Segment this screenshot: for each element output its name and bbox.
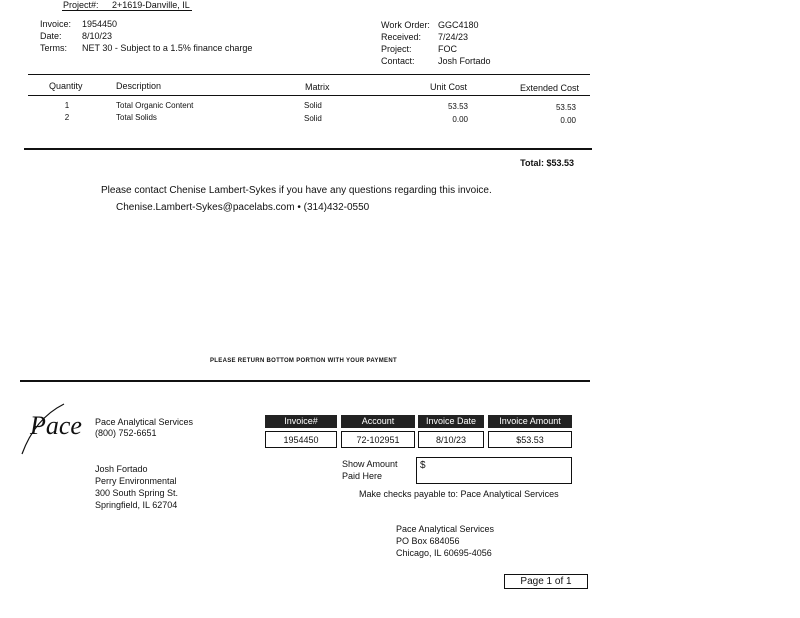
return-notice: PLEASE RETURN BOTTOM PORTION WITH YOUR PAYMENT: [210, 358, 397, 364]
work-order-value: GGC4180: [438, 20, 479, 30]
value-account: 72-102951: [341, 431, 415, 448]
bill-to-city: Springfield, IL 62704: [95, 500, 178, 510]
invoice-value: 1954450: [82, 19, 118, 29]
invoice-label: Invoice:: [40, 19, 72, 29]
pace-logo-text: Pace: [30, 411, 82, 440]
project-value: FOC: [438, 44, 457, 54]
row1-matrix: Solid: [304, 101, 322, 110]
row2-unit-cost: 0.00: [452, 115, 468, 124]
bill-to-name: Josh Fortado: [95, 464, 148, 474]
row1-extended-cost: 53.53: [555, 103, 576, 112]
row2-matrix: Solid: [304, 114, 322, 123]
header-invoice-date: Invoice Date: [418, 415, 484, 428]
col-header-matrix: Matrix: [305, 82, 330, 92]
page-indicator: [504, 574, 588, 589]
terms-value: NET 30 - Subject to a 1.5% finance charge: [82, 43, 253, 53]
table-header-rule: [28, 95, 590, 96]
work-order-label: Work Order:: [381, 20, 430, 30]
contact-note-line2: Chenise.Lambert-Sykes@pacelabs.com • (314)432-0550: [116, 202, 370, 213]
top-project-value: 2+1619-Danville, IL: [112, 0, 190, 10]
invoice-total: Total: $53.53: [520, 158, 574, 168]
row2-extended-cost: 0.00: [560, 116, 576, 125]
tear-line: [20, 380, 590, 382]
row1-unit-cost: 53.53: [447, 102, 468, 111]
row1-quantity: 1: [64, 101, 70, 110]
header-invoice-amount: Invoice Amount: [488, 415, 572, 428]
remit-po-box: PO Box 684056: [396, 536, 460, 546]
top-project-label: Project#:: [63, 0, 99, 10]
amount-paid-field[interactable]: [416, 457, 572, 484]
col-header-extended-cost: Extended Cost: [520, 83, 580, 93]
terms-label: Terms:: [40, 43, 67, 53]
table-top-rule: [28, 74, 590, 75]
company-name: Pace Analytical Services: [95, 417, 194, 427]
col-header-unit-cost: Unit Cost: [430, 82, 468, 92]
contact-note-line1: Please contact Chenise Lambert-Sykes if you have any questions regarding this invoice.: [101, 185, 492, 196]
company-phone: (800) 752-6651: [95, 428, 157, 438]
received-value: 7/24/23: [438, 32, 469, 42]
bill-to-company: Perry Environmental: [95, 476, 177, 486]
value-invoice-amount: $53.53: [488, 431, 572, 448]
row1-description: Total Organic Content: [116, 101, 194, 110]
remit-city: Chicago, IL 60695-4056: [396, 548, 492, 558]
page-indicator-text: Page 1 of 1: [520, 576, 572, 587]
checks-payable-note: Make checks payable to: Pace Analytical Services: [359, 489, 559, 499]
top-underline: [62, 10, 192, 11]
col-header-description: Description: [116, 81, 162, 91]
value-invoice-date: 8/10/23: [418, 431, 484, 448]
date-label: Date:: [40, 31, 62, 41]
received-label: Received:: [381, 32, 422, 42]
row2-description: Total Solids: [116, 113, 157, 122]
show-amount-label-2: Paid Here: [342, 471, 383, 481]
remit-name: Pace Analytical Services: [396, 524, 495, 534]
contact-value: Josh Fortado: [438, 56, 491, 66]
project-label: Project:: [381, 44, 412, 54]
table-bottom-rule: [24, 148, 592, 150]
header-invoice-number: Invoice#: [265, 415, 337, 428]
date-value: 8/10/23: [82, 31, 113, 41]
value-invoice-number: 1954450: [265, 431, 337, 448]
bill-to-street: 300 South Spring St.: [95, 488, 179, 498]
row2-quantity: 2: [64, 113, 70, 122]
contact-label: Contact:: [381, 56, 415, 66]
show-amount-label-1: Show Amount: [342, 459, 398, 469]
col-header-quantity: Quantity: [49, 81, 83, 91]
amount-currency-symbol: $: [420, 460, 426, 471]
header-account: Account: [341, 415, 415, 428]
